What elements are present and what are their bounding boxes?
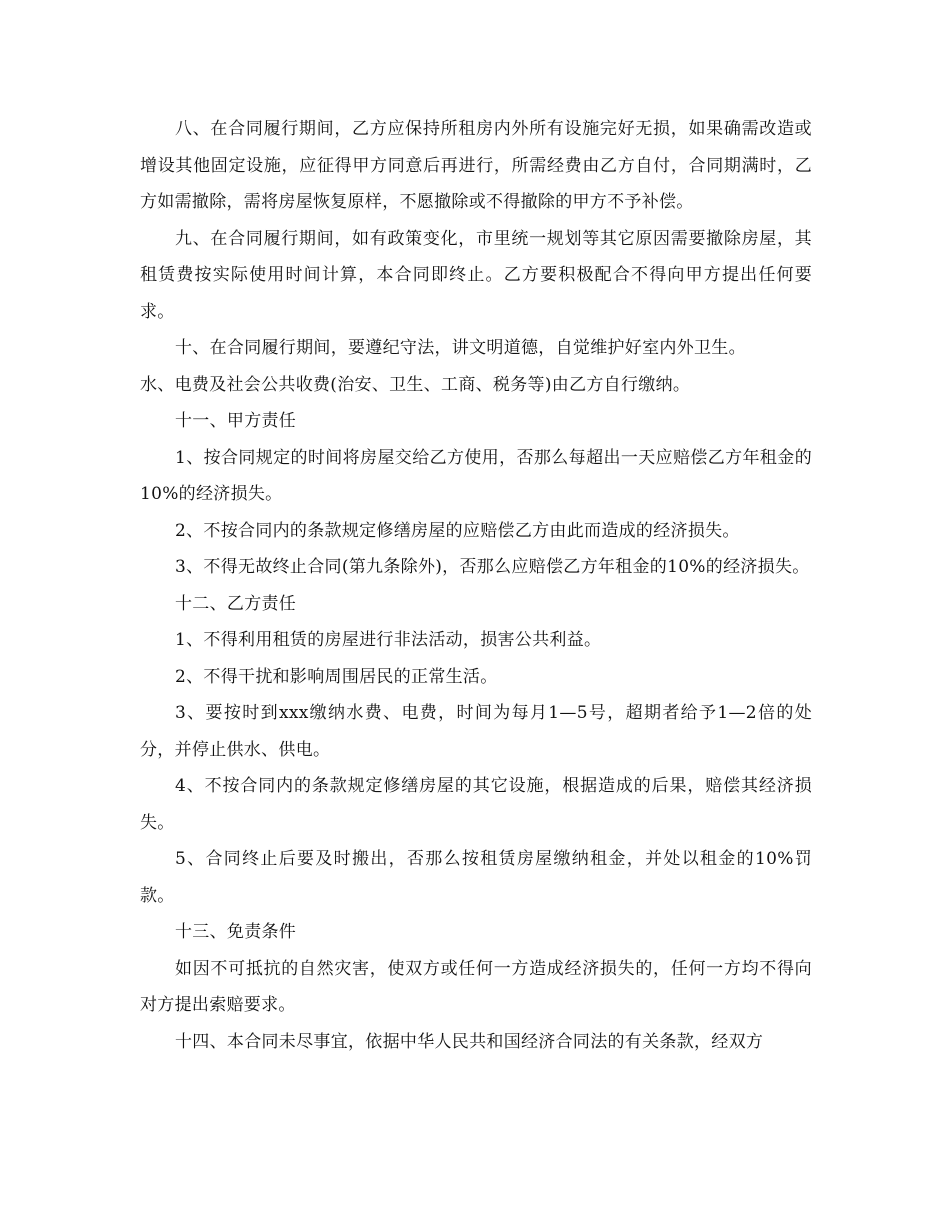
clause-fourteen: 十四、本合同未尽事宜，依据中华人民共和国经济合同法的有关条款，经双方 [175, 1031, 764, 1052]
clause-ten: 十、在合同履行期间，要遵纪守法，讲文明道德，自觉维护好室内外卫生。 [175, 338, 746, 358]
party-b-duty-3: 3、要按时到xxx缴纳水费、电费，时间为每月1—5号，超期者给予1—2倍的处分，并停止供水、供电。 [140, 703, 812, 760]
party-b-duty-2: 2、不得干扰和影响周围居民的正常生活。 [175, 666, 498, 687]
clause-ten-fees: 水、电费及社会公共收费(治安、卫生、工商、税务等)由乙方自行缴纳。 [140, 374, 691, 395]
party-b-duty-1: 1、不得利用租赁的房屋进行非法活动，损害公共利益。 [175, 630, 602, 650]
contract-body [140, 111, 812, 1060]
party-b-duty-4: 4、不按合同内的条款规定修缮房屋的其它设施，根据造成的后果，赔偿其经济损失。 [140, 776, 812, 833]
section-heading-exemptions: 十三、免责条件 [175, 922, 297, 942]
clause-nine: 九、在合同履行期间，如有政策变化，市里统一规划等其它原因需要撤除房屋，其租赁费按实际使用时间计算，本合同即终止。乙方要积极配合不得向甲方提出任何要求。 [140, 228, 812, 322]
section-heading-party-b-duties: 十二、乙方责任 [175, 593, 297, 614]
section-heading-party-a-duties: 十一、甲方责任 [175, 411, 297, 431]
party-a-duty-1: 1、按合同规定的时间将房屋交给乙方使用，否那么每超出一天应赔偿乙方年租金的10%的经济损失。 [140, 447, 812, 504]
clause-eight: 八、在合同履行期间，乙方应保持所租房内外所有设施完好无损，如果确需改造或增设其他固定设施，应征得甲方同意后再进行，所需经费由乙方自付，合同期满时，乙方如需撤除，需将房屋恢复原样，不愿撤除或不得撤除的甲方不予补偿。 [140, 119, 812, 212]
party-a-duty-3: 3、不得无故终止合同(第九条除外)，否那么应赔偿乙方年租金的10%的经济损失。 [175, 557, 810, 577]
party-a-duty-2: 2、不按合同内的条款规定修缮房屋的应赔偿乙方由此而造成的经济损失。 [175, 520, 740, 541]
exemption-clause: 如因不可抵抗的自然灾害，使双方或任何一方造成经济损失的，任何一方均不得向对方提出索赔要求。 [140, 958, 812, 1015]
party-b-duty-5: 5、合同终止后要及时搬出，否那么按租赁房屋缴纳租金，并处以租金的10%罚款。 [140, 849, 812, 906]
